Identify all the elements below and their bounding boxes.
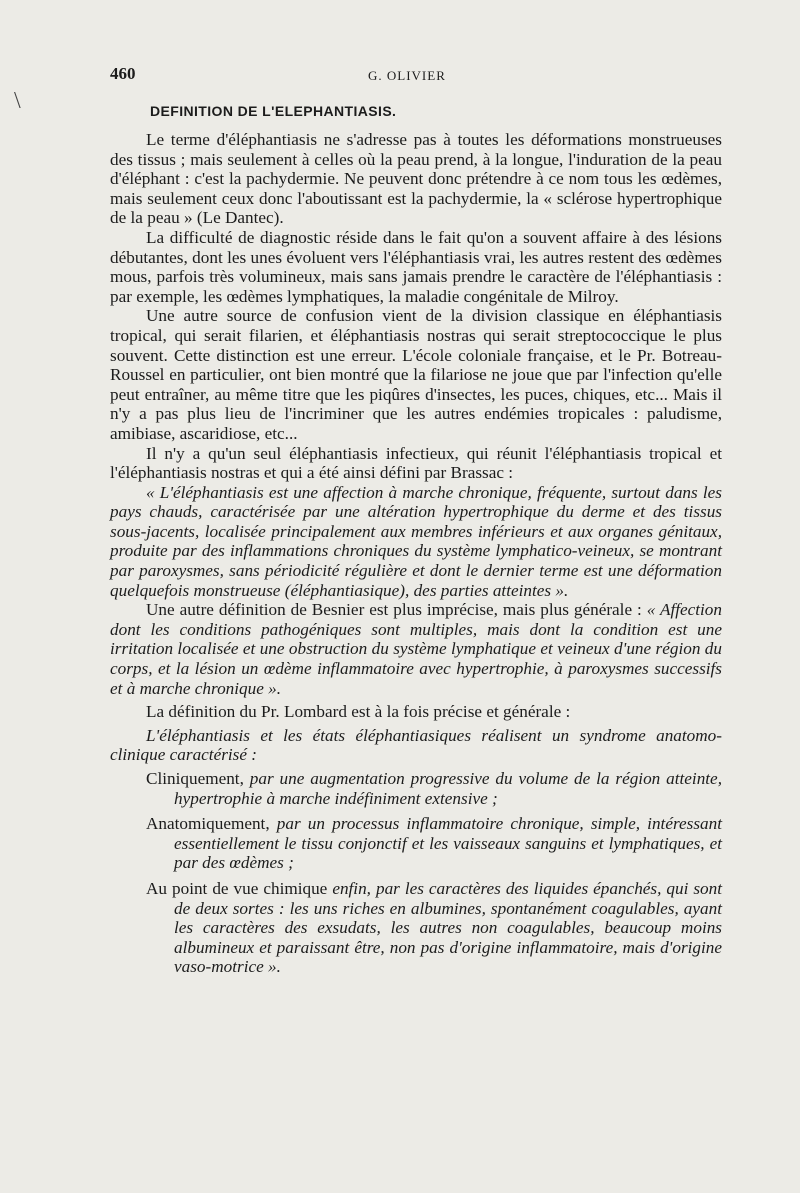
list-item-clinical [110,769,722,808]
paragraph-7: La définition du Pr. Lombard est à la fois précise et générale : [146,702,571,722]
lombard-intro: L'éléphantiasis et les états éléphantiasiques réalisent un syndrome anatomo-clinique caractérisé : [110,725,722,765]
body-text [110,130,722,977]
list-item-text: par une augmentation progressive du volume de la région atteinte, hypertrophie à marche indéfiniment extensive ; [174,769,722,808]
brassac-quote: « L'éléphantiasis est une affection à marche chronique, fréquente, surtout dans les pays chauds, caractérisée par une altération hypertrophique du derme et des tissus sous-jacents, localisée principalement aux membres inférieurs et aux organes génitaux, produite par des inflammations chroniques du système lymphatico-veineux, se montrant par paroxysmes, sans périodicité régulière et dont le dernier terme est une déformation quelquefois monstrueuse (éléphantiasique), des parties atteintes ». [110,482,722,600]
paragraph-1: Le terme d'éléphantiasis ne s'adresse pas à toutes les déformations monstrueuses des tissus ; mais seulement à celles où la peau prend, à la longue, l'induration de la peau d'éléphant : c'est la pachydermie. Ne peuvent donc prétendre à ce nom tous les œdèmes, mais seulement ceux donc l'aboutissant est la pachydermie, la « sclérose hypertrophique de la peau » (Le Dantec). [110,130,722,228]
besnier-lead: Une autre définition de Besnier est plus imprécise, mais plus générale : [146,600,647,620]
section-title: DEFINITION DE L'ELEPHANTIASIS. [150,103,397,119]
list-item-lead: Anatomiquement, [146,814,277,834]
list-item-anatomical [110,814,722,873]
list-item-text: enfin, par les caractères des liquides épanchés, qui sont de deux sortes : les uns riches en albumines, spontanément coagulables, ayant les caractères des exsudats, les autres non coagulables, beaucoup moins albumineux et paraissant être, non pas d'origine inflammatoire, mais d'origine vaso-motrice ». [174,878,722,977]
list-item-lead: Au point de vue chimique [146,878,333,898]
paragraph-4: Il n'y a qu'un seul éléphantiasis infectieux, qui réunit l'éléphantiasis tropical et l'éléphantiasis nostras et qui a été ainsi défini par Brassac : [110,443,722,483]
paragraph-6 [110,600,722,698]
besnier-quote: « Affection dont les conditions pathogéniques sont multiples, mais dont la condition est une irritation localisée et une obstruction du système lymphatique et veineux d'une région du corps, et la lésion un œdème inflammatoire avec hypertrophie, à paroxysmes successifs et à marche chronique ». [110,600,722,698]
paragraph-3: Une autre source de confusion vient de la division classique en éléphantiasis tropical, qui serait filarien, et éléphantiasis nostras qui serait streptococcique le plus souvent. Cette distinction est une erreur. L'école coloniale française, et le Pr. Botreau-Roussel en particulier, ont bien montré que la filariose ne joue que par l'infection qu'elle peut entraîner, au même titre que les piqûres d'insectes, les puces, chiques, etc... Mais il n'y a pas plus lieu de l'incriminer que les autres endémies tropicales : paludisme, amibiase, ascaridiose, etc... [110,306,722,443]
paragraph-2: La difficulté de diagnostic réside dans le fait qu'on a souvent affaire à des lésions débutantes, dont les unes évoluent vers l'éléphantiasis vrai, les autres restent des œdèmes mous, parfois très volumineux, mais sans jamais prendre le caractère de l'éléphantiasis : par exemple, les œdèmes lymphatiques, la maladie congénitale de Milroy. [110,227,722,306]
margin-tick-mark: \ [14,88,21,114]
running-title: G. OLIVIER [368,68,446,83]
list-item-chemical [110,879,722,977]
list-item-text: par un processus inflammatoire chronique, simple, intéressant essentiellement le tissu conjonctif et les vaisseaux sanguins et lymphatiques, et par des œdèmes ; [174,814,722,873]
page-number: 460 [110,64,136,83]
list-item-lead: Cliniquement, [146,769,250,788]
